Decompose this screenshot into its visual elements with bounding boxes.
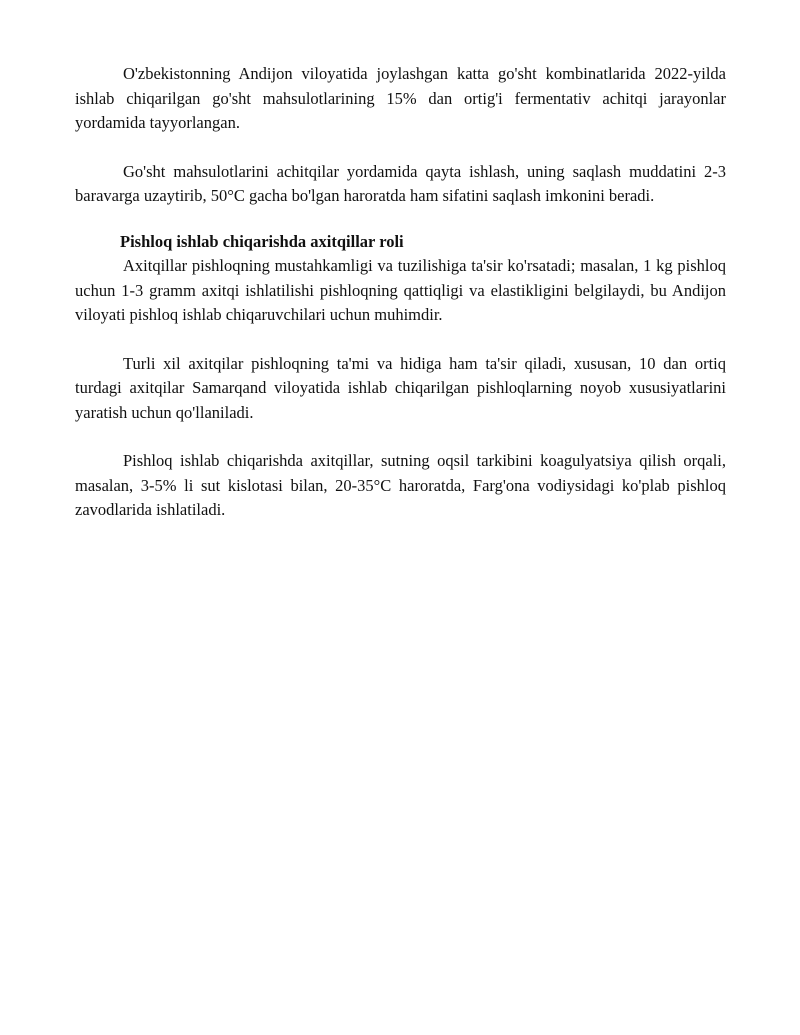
paragraph-cheese-flavor: Turli xil axitqilar pishloqning ta'mi va hidiga ham ta'sir qiladi, xususan, 10 dan ortiq turdagi axitqilar Samarqand viloyatida ishlab chiqarilgan pishloqlarning noyob xususiyatlarini yaratish uchun qo'llaniladi. — [75, 353, 726, 422]
paragraph-meat-processing: Go'sht mahsulotlarini achitqilar yordamida qayta ishlash, uning saqlash muddatini 2-3 baravarga uzaytirib, 50°C gacha bo'lgan haroratda ham sifatini saqlash imkonini beradi. — [75, 161, 726, 205]
document-page — [75, 62, 726, 523]
paragraph-meat-production: O'zbekistonning Andijon viloyatida joylashgan katta go'sht kombinatlarida 2022-yilda ishlab chiqarilgan go'sht mahsulotlarining 15% dan ortig'i fermentativ achitqi jarayonlar yordamida tayyorlangan. — [75, 64, 726, 132]
section-heading: Pishloq ishlab chiqarishda axitqillar roli — [120, 231, 404, 251]
paragraph-cheese-texture: Axitqillar pishloqning mustahkamligi va tuzilishiga ta'sir ko'rsatadi; masalan, 1 kg pishloq uchun 1-3 gramm axitqi ishlatilishi pishloqning qattiqligi va elastikligini belgilaydi, bu Andijon viloyati pishloq ishlab chiqaruvchilari uchun muhimdir. — [75, 256, 726, 324]
paragraph-cheese-coagulation: Pishloq ishlab chiqarishda axitqillar, sutning oqsil tarkibini koagulyatsiya qilish orqali, masalan, 3-5% li sut kislotasi bilan, 20-35°C haroratda, Farg'ona vodiysidagi ko'plab pishloq zavodlarida ishlatiladi. — [75, 451, 726, 519]
